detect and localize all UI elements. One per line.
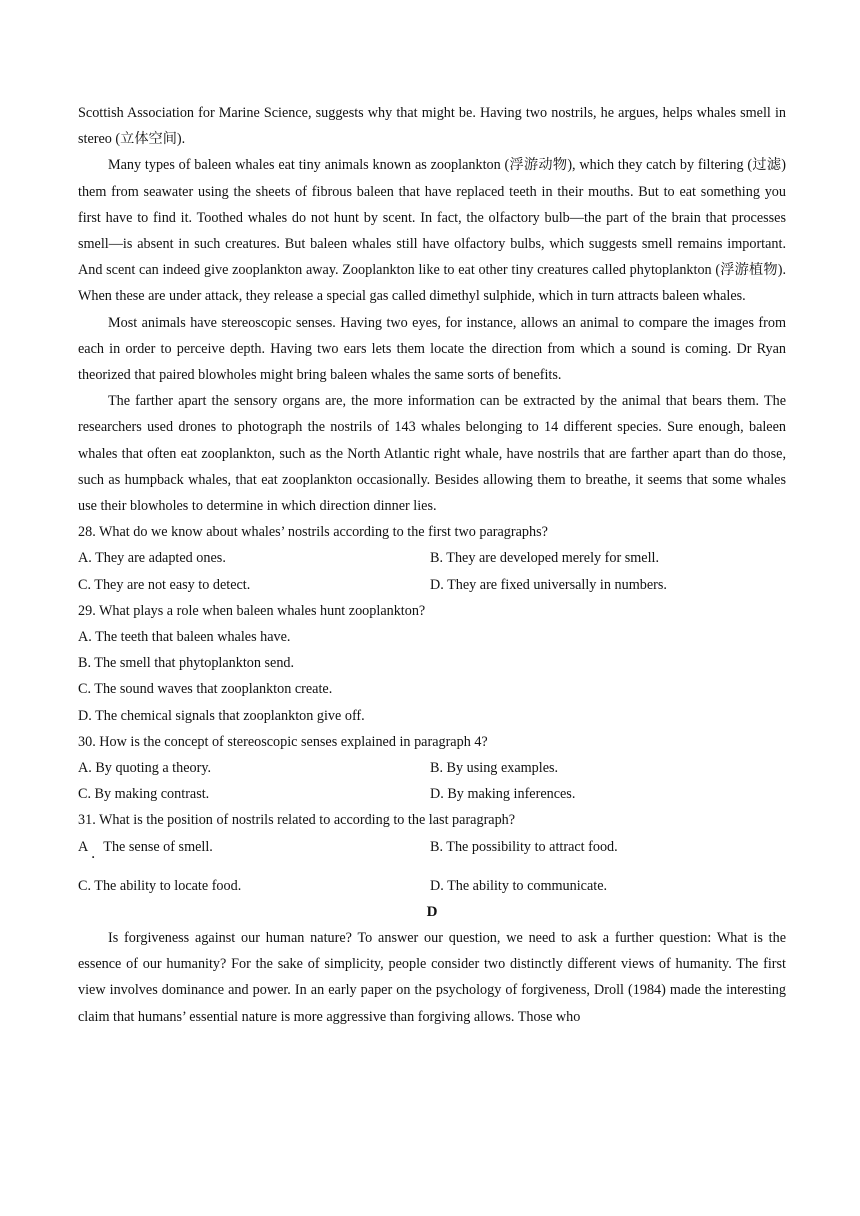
option-letter: A (78, 838, 89, 855)
question-30-options-row-1 (78, 755, 786, 781)
question-31-options-row-2 (78, 873, 786, 899)
question-28-option-b: B. They are developed merely for smell. (430, 550, 660, 567)
question-31-option-a-text: The sense of smell. (103, 838, 213, 855)
question-29-stem: 29. What plays a role when baleen whales hunt zooplankton? (78, 602, 426, 619)
question-28-options-row-2 (78, 572, 786, 598)
question-29-option-d: D. The chemical signals that zooplankton give off. (78, 707, 365, 724)
question-28-options-row-1 (78, 545, 786, 571)
question-30-option-a: A. By quoting a theory. (78, 760, 212, 777)
question-29-option-c: C. The sound waves that zooplankton create. (78, 681, 333, 698)
question-28-option-c: C. They are not easy to detect. (78, 576, 251, 593)
question-31-stem: 31. What is the position of nostrils related to according to the last paragraph? (78, 812, 516, 829)
passage-c-paragraph-4: The farther apart the sensory organs are, the more information can be extracted by the animal that bears them. The researchers used drones to photograph the nostrils of 143 whales belonging to 14 different species. Sure enough, baleen whales that often eat zooplankton, such as the North Atlantic right whale, have nostrils that are farther apart than do those, such as humpback whales, that eat zooplankton occasionally. Besides allowing them to breathe, it seems that some whales use their blowholes to determine in which direction dinner lies. (78, 393, 786, 515)
passage-d-paragraph-1: Is forgiveness against our human nature? To answer our question, we need to ask a further question: What is the essence of our humanity? For the sake of simplicity, people consider two distinctly different views of humanity. The first view involves dominance and power. In an early paper on the psychology of forgiveness, Droll (1984) made the interesting claim that humans’ essential nature is more aggressive than forgiving allows. Those who (78, 929, 786, 1025)
question-31-option-c: C. The ability to locate food. (78, 877, 242, 894)
option-dot: ． (91, 846, 105, 862)
question-31-option-a (78, 834, 430, 873)
question-31-option-a-letter (78, 834, 105, 862)
question-30-option-b: B. By using examples. (430, 760, 559, 777)
question-30-option-c: C. By making contrast. (78, 786, 210, 803)
passage-d-title: D (426, 903, 438, 920)
question-31-option-b: B. The possibility to attract food. (430, 838, 618, 855)
question-28-option-d: D. They are fixed universally in numbers. (430, 576, 667, 593)
question-29-option-a: A. The teeth that baleen whales have. (78, 629, 291, 646)
question-30-stem: 30. How is the concept of stereoscopic senses explained in paragraph 4? (78, 733, 488, 750)
question-28-option-a: A. They are adapted ones. (78, 550, 226, 567)
question-29-option-b: B. The smell that phytoplankton send. (78, 655, 295, 672)
question-30-options-row-2 (78, 781, 786, 807)
question-30-option-d: D. By making inferences. (430, 786, 576, 803)
passage-c-paragraph-3: Most animals have stereoscopic senses. Having two eyes, for instance, allows an animal to compare the images from each in order to perceive depth. Having two ears lets them locate the direction from which a sound is coming. Dr Ryan theorized that paired blowholes might bring baleen whales the same sorts of benefits. (78, 314, 786, 384)
document-page (78, 100, 786, 1030)
question-31-option-d: D. The ability to communicate. (430, 877, 608, 894)
passage-c-paragraph-1-continued: Scottish Association for Marine Science, suggests why that might be. Having two nostrils, he argues, helps whales smell in stereo (立体空间). (78, 105, 786, 148)
question-31-options-row-1 (78, 834, 786, 873)
question-28-stem: 28. What do we know about whales’ nostrils according to the first two paragraphs? (78, 524, 548, 541)
passage-c-paragraph-2: Many types of baleen whales eat tiny animals known as zooplankton (浮游动物), which they catch by filtering (过滤) them from seawater using the sheets of fibrous baleen that have replaced teeth in their mouths. But to eat something you first have to find it. Toothed whales do not hunt by scent. In fact, the olfactory bulb—the part of the brain that processes smell—is absent in such creatures. But baleen whales still have olfactory bulbs, which suggests smell remains important. And scent can indeed give zooplankton away. Zooplankton like to eat other tiny creatures called phytoplankton (浮游植物). When these are under attack, they release a special gas called dimethyl sulphide, which in turn attracts baleen whales. (78, 157, 786, 305)
